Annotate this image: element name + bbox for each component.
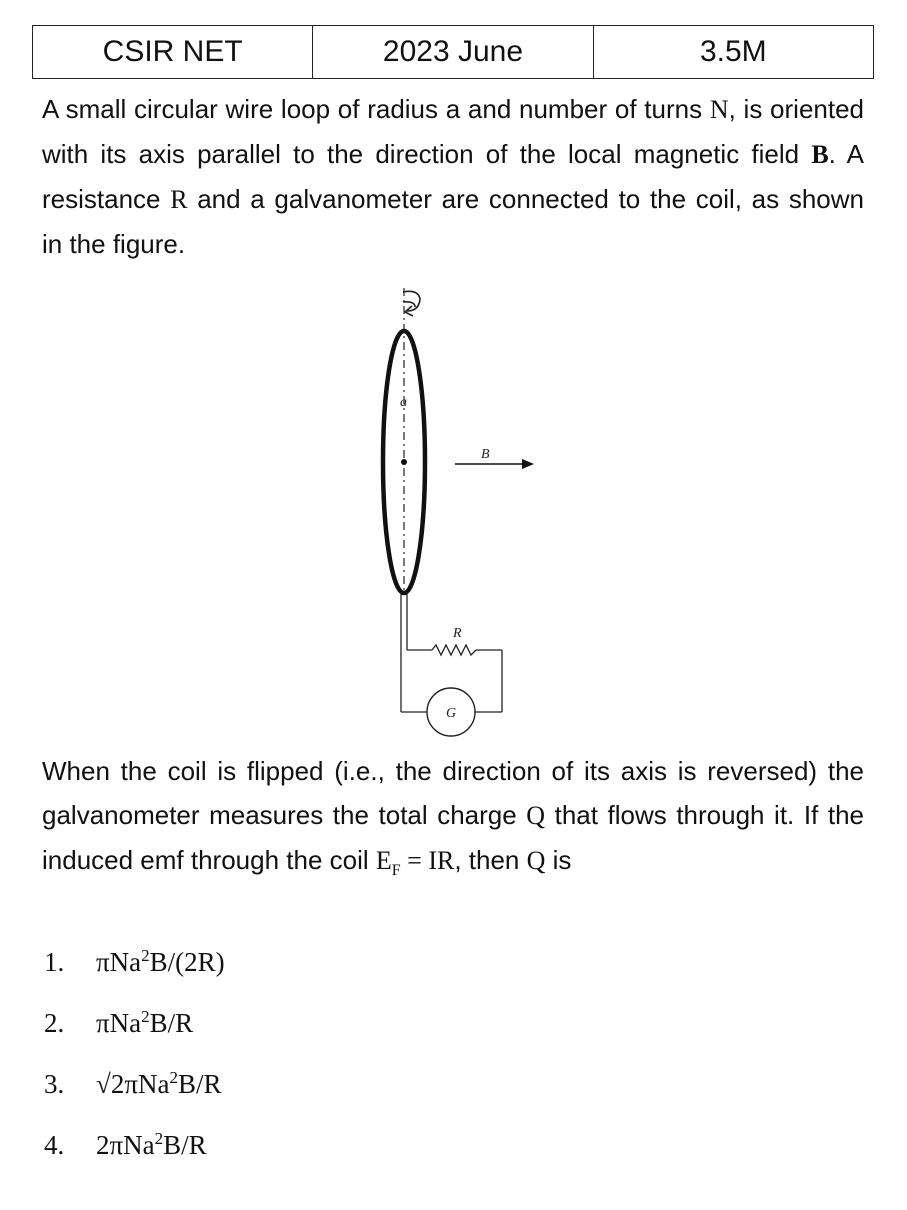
intro-text-2: , is oriented with its axis parallel to the direction of the local magnetic field: [42, 94, 865, 169]
rotation-arrow-icon: [403, 291, 420, 316]
option-text-post: B/R: [149, 1008, 194, 1038]
option-text-pre: πNa: [96, 1008, 142, 1038]
intro-text-4: and a galvanometer are connected to the coil, as shown in the figure.: [42, 184, 864, 259]
field-arrow-icon: [455, 459, 534, 469]
option-text-post: B/R: [163, 1130, 207, 1160]
emf-expression: [375, 846, 455, 880]
session-cell: 2023 June: [313, 26, 593, 79]
emf-symbol: E: [375, 846, 392, 875]
emf-subscript: F: [391, 862, 401, 880]
label-R: R: [453, 626, 462, 641]
body-text-2: that flows through it. If the induced emf through the coil: [42, 800, 864, 875]
option-1[interactable]: [44, 940, 225, 1001]
question-body: [42, 749, 864, 883]
intro-text-1: A small circular wire loop of radius a and number of turns: [42, 94, 710, 124]
coil-center: [401, 459, 407, 465]
option-text-pre: πNa: [96, 947, 142, 977]
option-text-pre: 2πNa: [96, 1130, 155, 1160]
option-2[interactable]: [44, 1001, 225, 1062]
label-B: B: [481, 447, 490, 462]
label-a: a: [400, 395, 407, 410]
header-table: [32, 25, 874, 79]
option-text-post: B/(2R): [149, 947, 225, 977]
option-number: 3.: [44, 1069, 65, 1099]
symbol-R: R: [170, 185, 188, 214]
option-number: 2.: [44, 1008, 65, 1038]
emf-equation: = IR: [400, 846, 455, 875]
resistor-icon: [432, 645, 476, 655]
symbol-Q: Q: [526, 801, 546, 830]
option-number: 4.: [44, 1130, 65, 1160]
body-text-3: , then: [454, 845, 527, 875]
option-3[interactable]: [44, 1062, 225, 1123]
header-row: [33, 26, 874, 79]
symbol-N: N: [709, 95, 729, 124]
option-text-sup: 2: [154, 1129, 164, 1148]
option-text-post: B/R: [177, 1069, 222, 1099]
option-text-sup: 2: [169, 1068, 178, 1087]
option-text-sup: 2: [141, 946, 150, 965]
exam-cell: CSIR NET: [33, 26, 313, 79]
option-number: 1.: [44, 947, 65, 977]
symbol-Q-2: Q: [526, 846, 546, 875]
question-intro: [42, 87, 864, 266]
answer-options: [44, 940, 225, 1184]
marks-cell: 3.5M: [593, 26, 873, 79]
intro-text-3: . A resistance: [42, 139, 864, 214]
option-4[interactable]: [44, 1123, 225, 1184]
label-G: G: [446, 706, 457, 721]
body-text-4: is: [545, 845, 572, 875]
symbol-B: B: [811, 140, 829, 169]
circuit-diagram: [370, 280, 540, 740]
circuit-figure: [370, 280, 540, 740]
option-text-pre: √2πNa: [96, 1069, 170, 1099]
body-text-1: When the coil is flipped (i.e., the direction of its axis is reversed) the galvanometer measures the total charge: [42, 756, 864, 830]
option-text-sup: 2: [141, 1007, 150, 1026]
